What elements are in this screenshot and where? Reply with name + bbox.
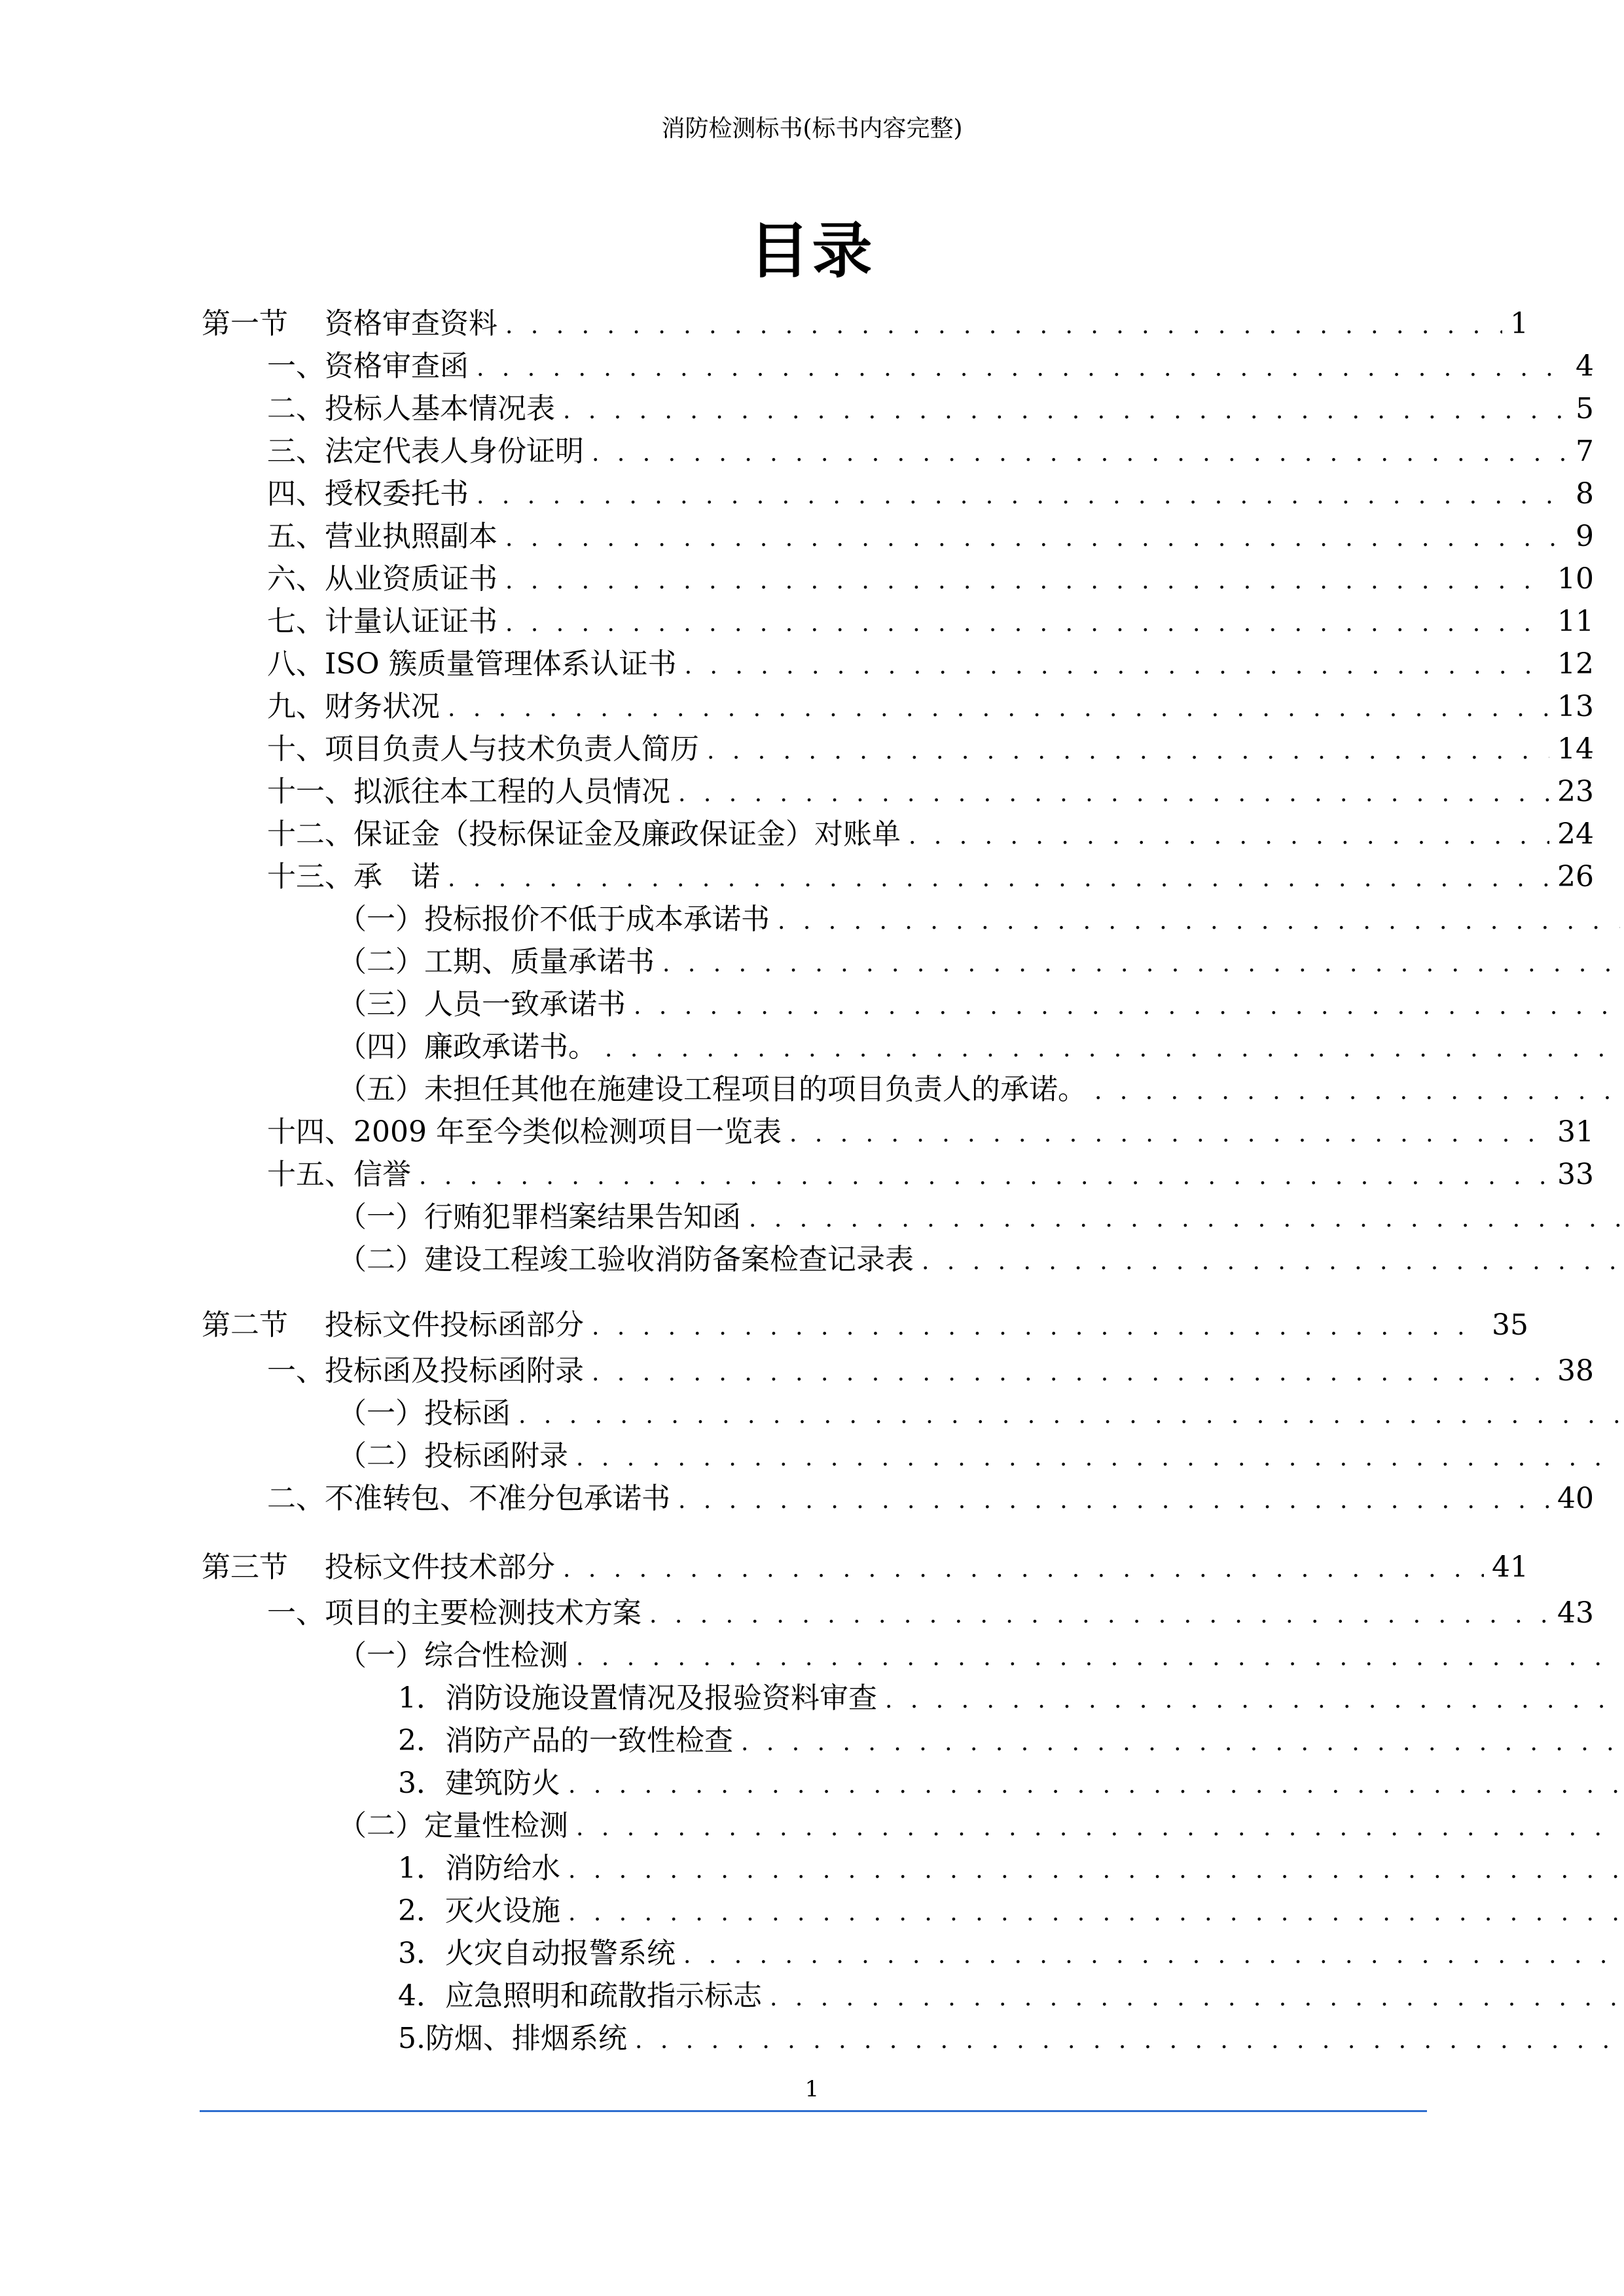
toc-entry-text: 十二、保证金（投标保证金及廉政保证金）对账单 — [267, 817, 901, 851]
toc-entry-label — [398, 1934, 676, 1973]
toc-dot-leader — [741, 1725, 1624, 1761]
page-number: 1 — [804, 2076, 820, 2102]
toc-entry[interactable] — [202, 304, 1528, 344]
toc-entry-label — [267, 517, 497, 556]
toc-entry-text: 九、财务状况 — [267, 690, 440, 723]
toc-entry[interactable] — [202, 857, 1594, 897]
toc-entry-text: 3．火灾自动报警系统 — [398, 1937, 676, 1970]
toc-dot-leader — [707, 734, 1549, 769]
toc-dot-leader — [789, 1117, 1549, 1152]
toc-entry-text: 二、不准转包、不准分包承诺书 — [267, 1482, 670, 1515]
toc-dot-leader — [592, 436, 1568, 471]
toc-entry[interactable] — [202, 1437, 1624, 1476]
toc-entry-text: （二）建设工程竣工验收消防备案检查记录表 — [338, 1243, 914, 1276]
toc-entry-label — [267, 602, 497, 641]
toc-entry-label — [338, 1240, 914, 1280]
toc-entry-text: （二）投标函附录 — [338, 1439, 568, 1473]
toc-entry-label — [398, 1849, 560, 1888]
toc-dot-leader — [649, 1598, 1549, 1633]
toc-entry-label — [267, 475, 469, 514]
toc-entry-label — [338, 1394, 511, 1433]
toc-entry[interactable] — [202, 815, 1594, 854]
toc-entry-label — [267, 857, 440, 897]
toc-dot-leader — [678, 1483, 1549, 1518]
toc-page-number: 10 — [1557, 562, 1594, 596]
toc-entry-label — [398, 2019, 627, 2058]
toc-entry-label — [202, 304, 497, 344]
toc-dot-leader — [683, 1938, 1624, 1973]
toc-entry-text: 2．消防产品的一致性检查 — [398, 1724, 733, 1757]
toc-entry[interactable] — [202, 560, 1594, 599]
toc-dot-leader — [477, 351, 1568, 386]
toc-page-number: 9 — [1576, 520, 1594, 553]
toc-dot-leader — [685, 649, 1549, 684]
toc-dot-leader — [749, 1202, 1620, 1237]
toc-entry-label — [267, 1479, 670, 1518]
toc-entry-label — [338, 900, 770, 939]
toc-entry-label — [267, 1594, 641, 1633]
toc-page-number: 14 — [1557, 732, 1594, 766]
toc-entry-label — [267, 1113, 782, 1152]
toc-page-number: 38 — [1557, 1354, 1594, 1388]
toc-entry-label — [338, 942, 655, 982]
toc-entry-text: （五）未担任其他在施建设工程项目的项目负责人的承诺。 — [338, 1073, 1087, 1106]
toc-entry[interactable] — [202, 1306, 1528, 1345]
toc-entry-label — [398, 1892, 560, 1931]
toc-dot-leader — [505, 564, 1549, 599]
toc-page-number: 5 — [1576, 392, 1594, 425]
toc-entry-label — [267, 1352, 584, 1391]
toc-dot-leader — [477, 478, 1568, 514]
toc-entry-text: 十五、信誉 — [267, 1158, 411, 1191]
toc-dot-leader — [505, 308, 1502, 344]
toc-dot-leader — [576, 1640, 1620, 1676]
toc-entry[interactable] — [202, 1679, 1624, 1718]
toc-entry[interactable] — [202, 1028, 1624, 1067]
toc-entry[interactable] — [202, 1806, 1624, 1846]
toc-page-number: 13 — [1557, 690, 1594, 723]
toc-entry[interactable] — [202, 900, 1624, 939]
toc-entry[interactable] — [202, 1352, 1594, 1391]
toc-dot-leader — [563, 1552, 1484, 1587]
toc-page-number: 26 — [1557, 860, 1594, 893]
toc-page-number: 35 — [1492, 1308, 1528, 1342]
toc-entry[interactable] — [202, 347, 1594, 386]
toc-entry-text: 4．应急照明和疏散指示标志 — [398, 1979, 762, 2013]
toc-page-number: 33 — [1557, 1158, 1594, 1191]
toc-dot-leader — [419, 1159, 1549, 1194]
toc-entry-label — [267, 645, 677, 684]
toc-page-number: 11 — [1557, 605, 1594, 638]
toc-dot-leader — [778, 904, 1620, 939]
toc-entry-label — [338, 1198, 741, 1237]
toc-entry-label — [267, 815, 901, 854]
toc-entry-label — [398, 1721, 733, 1761]
toc-page-number: 31 — [1557, 1115, 1594, 1149]
toc-section-number: 第三节 — [202, 1551, 288, 1584]
toc-dot-leader — [634, 989, 1620, 1024]
toc-dot-leader — [568, 1768, 1624, 1803]
toc-entry-text: 1．消防设施设置情况及报验资料审查 — [398, 1681, 877, 1715]
toc-entry[interactable] — [202, 1892, 1624, 1931]
toc-entry-label — [267, 1155, 411, 1194]
toc-entry-label — [338, 985, 626, 1024]
toc-entry-text: 五、营业执照副本 — [267, 520, 497, 553]
toc-entry-label — [398, 1679, 877, 1718]
toc-entry-text: （一）综合性检测 — [338, 1639, 568, 1672]
toc-entry-text: 1．消防给水 — [398, 1852, 560, 1885]
toc-dot-leader — [592, 1310, 1484, 1345]
toc-page-number: 43 — [1557, 1596, 1594, 1630]
toc-dot-leader — [662, 946, 1620, 982]
toc-entry-text: 资格审查资料 — [325, 307, 497, 340]
toc-entry-text: 十三、承 诺 — [267, 860, 440, 893]
toc-entry-text: （二）工期、质量承诺书 — [338, 945, 655, 978]
page-header: 消防检测标书(标书内容完整) — [661, 115, 963, 142]
toc-entry[interactable] — [202, 1849, 1624, 1888]
toc-entry[interactable] — [202, 1934, 1624, 1973]
toc-entry-text: 四、授权委托书 — [267, 477, 469, 511]
toc-entry[interactable] — [202, 772, 1594, 812]
toc-entry-text: （三）人员一致承诺书 — [338, 988, 626, 1021]
toc-entry-text: 十四、2009 年至今类似检测项目一览表 — [267, 1115, 782, 1149]
toc-entry[interactable] — [202, 1548, 1528, 1587]
toc-dot-leader — [448, 691, 1549, 726]
toc-entry-text: 3．建筑防火 — [398, 1767, 560, 1800]
toc-entry[interactable] — [202, 602, 1594, 641]
toc-entry-text: 八、ISO 簇质量管理体系认证书 — [267, 647, 677, 681]
toc-entry-label — [267, 432, 584, 471]
toc-entry-label — [267, 730, 699, 769]
toc-entry-label — [338, 1028, 597, 1067]
toc-entry-label — [338, 1437, 568, 1476]
toc-page-number: 1 — [1510, 307, 1528, 340]
toc-entry[interactable] — [202, 1636, 1624, 1676]
toc-entry[interactable] — [202, 475, 1594, 514]
toc-page-number: 24 — [1557, 817, 1594, 851]
toc-entry-text: 十、项目负责人与技术负责人简历 — [267, 732, 699, 766]
toc-entry[interactable] — [202, 1113, 1594, 1152]
toc-entry[interactable] — [202, 1594, 1594, 1633]
toc-entry[interactable] — [202, 1721, 1624, 1761]
toc-dot-leader — [909, 819, 1549, 854]
toc-entry[interactable] — [202, 1198, 1624, 1237]
toc-section-number: 第一节 — [202, 307, 288, 340]
toc-entry-text: 二、投标人基本情况表 — [267, 392, 555, 425]
toc-entry-label — [267, 687, 440, 726]
toc-dot-leader — [505, 521, 1568, 556]
toc-page-number: 12 — [1557, 647, 1594, 681]
toc-entry[interactable] — [202, 730, 1594, 769]
toc-entry-text: （一）投标报价不低于成本承诺书 — [338, 903, 770, 936]
toc-entry-label — [398, 1764, 560, 1803]
toc-entry[interactable] — [202, 942, 1624, 982]
toc-entry-label — [338, 1070, 1087, 1109]
toc-page-number: 23 — [1557, 775, 1594, 808]
toc-entry[interactable] — [202, 645, 1594, 684]
toc-entry[interactable] — [202, 432, 1594, 471]
toc-entry-label — [338, 1636, 568, 1676]
toc-page-number: 40 — [1557, 1482, 1594, 1515]
toc-entry-label — [267, 389, 555, 429]
toc-entry-text: （一）行贿犯罪档案结果告知函 — [338, 1200, 741, 1234]
toc-entry-label — [267, 347, 469, 386]
toc-entry[interactable] — [202, 1240, 1624, 1280]
toc-entry-text: 5.防烟、排烟系统 — [398, 2022, 627, 2055]
toc-entry[interactable] — [202, 517, 1594, 556]
toc-entry-text: （二）定量性检测 — [338, 1809, 568, 1842]
toc-page-number: 4 — [1576, 350, 1594, 383]
toc-entry[interactable] — [202, 687, 1594, 726]
toc-dot-leader — [922, 1244, 1620, 1280]
toc-entry-text: 十一、拟派往本工程的人员情况 — [267, 775, 670, 808]
toc-entry-label — [398, 1977, 762, 2016]
toc-page-number: 8 — [1576, 477, 1594, 511]
toc-dot-leader — [518, 1398, 1620, 1433]
toc-entry-label — [267, 772, 670, 812]
toc-dot-leader — [1094, 1074, 1620, 1109]
toc-dot-leader — [505, 606, 1549, 641]
toc-entry-label — [267, 560, 497, 599]
toc-entry[interactable] — [202, 1977, 1624, 2016]
toc-dot-leader — [576, 1441, 1620, 1476]
toc-entry[interactable] — [202, 389, 1594, 429]
toc-entry-text: 2．灭火设施 — [398, 1894, 560, 1928]
toc-entry-text: 投标文件投标函部分 — [325, 1308, 584, 1342]
toc-entry-label — [202, 1306, 584, 1345]
page-title: 目录 — [749, 215, 875, 286]
footer-rule — [200, 2110, 1427, 2112]
toc-entry[interactable] — [202, 1070, 1624, 1109]
toc-entry[interactable] — [202, 985, 1624, 1024]
toc-entry-text: 一、项目的主要检测技术方案 — [267, 1596, 641, 1630]
toc-dot-leader — [605, 1031, 1620, 1067]
toc-entry-text: 一、资格审查函 — [267, 350, 469, 383]
toc-entry-text: 投标文件技术部分 — [325, 1551, 555, 1584]
toc-dot-leader — [563, 393, 1568, 429]
toc-entry-label — [202, 1548, 555, 1587]
toc-entry[interactable] — [202, 2019, 1624, 2058]
toc-entry[interactable] — [202, 1394, 1624, 1433]
toc-dot-leader — [576, 1810, 1620, 1846]
toc-dot-leader — [885, 1683, 1624, 1718]
toc-dot-leader — [592, 1355, 1549, 1391]
toc-entry-label — [338, 1806, 568, 1846]
toc-entry[interactable] — [202, 1155, 1594, 1194]
toc-dot-leader — [635, 2023, 1624, 2058]
toc-entry-text: 六、从业资质证书 — [267, 562, 497, 596]
toc-page-number: 41 — [1492, 1551, 1528, 1584]
toc-entry[interactable] — [202, 1479, 1594, 1518]
toc-entry-text: 一、投标函及投标函附录 — [267, 1354, 584, 1388]
toc-entry[interactable] — [202, 1764, 1624, 1803]
toc-dot-leader — [678, 776, 1549, 812]
toc-dot-leader — [568, 1895, 1624, 1931]
toc-page-number: 7 — [1576, 435, 1594, 468]
toc-entry-text: （四）廉政承诺书。 — [338, 1030, 597, 1064]
toc-entry-text: （一）投标函 — [338, 1397, 511, 1430]
toc-section-number: 第二节 — [202, 1308, 288, 1342]
toc-entry-text: 三、法定代表人身份证明 — [267, 435, 584, 468]
toc-dot-leader — [770, 1981, 1624, 2016]
toc-dot-leader — [448, 861, 1549, 897]
toc-dot-leader — [568, 1853, 1624, 1888]
toc-entry-text: 七、计量认证证书 — [267, 605, 497, 638]
